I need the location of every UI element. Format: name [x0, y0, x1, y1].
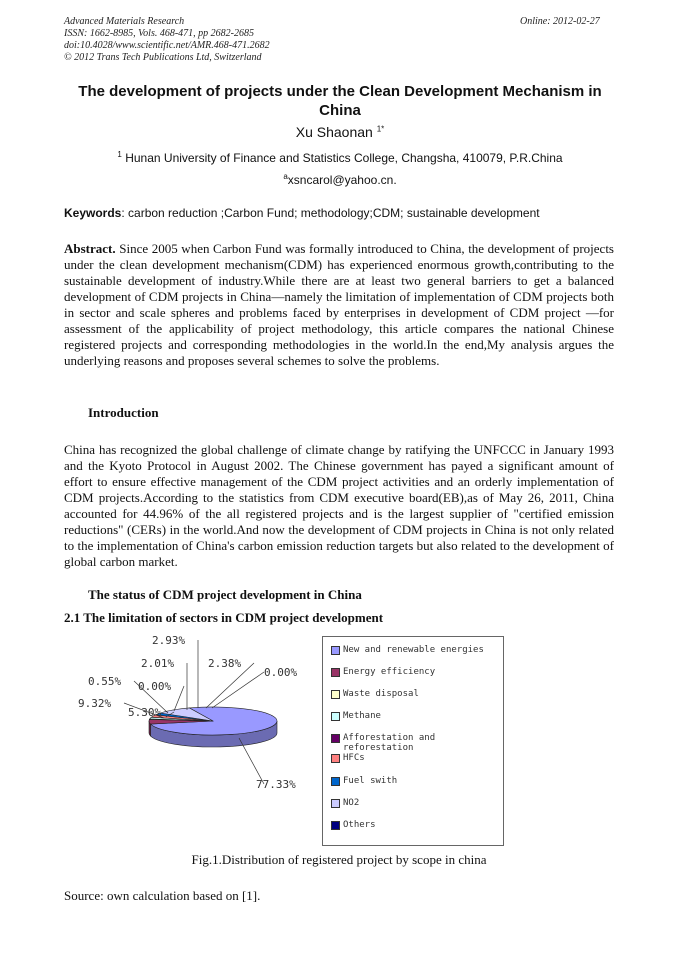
- legend-label-8: Others: [343, 820, 376, 830]
- source-note: Source: own calculation based on [1].: [64, 888, 261, 903]
- journal-name: Advanced Materials Research: [64, 16, 185, 27]
- online-date: Online: 2012-02-27: [520, 16, 600, 27]
- pie-label-8: 0.00%: [264, 666, 298, 679]
- affiliation-superscript: 1: [117, 150, 122, 159]
- status-heading: The status of CDM project development in China: [88, 587, 362, 602]
- author-name: Xu Shaonan: [295, 124, 373, 140]
- paper-title: The development of projects under the Clean Development Mechanism in China: [78, 83, 602, 119]
- copyright-line: © 2012 Trans Tech Publications Ltd, Switzerland: [64, 52, 262, 63]
- legend-label-0: New and renewable energies: [343, 645, 484, 655]
- legend-label-2: Waste disposal: [343, 689, 419, 699]
- abstract-text: Since 2005 when Carbon Fund was formally introduced to China, the development of projects under the clean development mechanism(CDM) has experienced enormous growth,contributing to the sustainable development of industry.While there are at least two general barriers to get a balanced development of CDM projects in China—namely the limitation of implementation of CDM projects both in sector and scale spheres and problems faced by enterprises in development of CDM project —for assessment of the applicability of project methodology, this article compares the national Chinese registered projects and corresponding methodologies in the world.In the end,My analysis argues the underlying reasons and proposes several schemes to solve the problems.: [64, 241, 614, 368]
- pie-label-1: 5.30%: [128, 706, 162, 719]
- pie-label-5: 2.93%: [152, 634, 186, 647]
- pie-label-6: 2.38%: [208, 657, 242, 670]
- pie-label-0: 77.33%: [256, 778, 296, 791]
- email-superscript: a: [283, 172, 288, 181]
- pie-chart: [64, 628, 314, 848]
- figure-caption: Fig.1.Distribution of registered project by scope in china: [191, 852, 487, 867]
- pie-leader-8: [212, 672, 264, 708]
- legend-swatch-1: [331, 668, 340, 677]
- pie-label-3: 2.01%: [141, 657, 175, 670]
- legend-swatch-3: [331, 712, 340, 721]
- pie-leader-4: [174, 686, 184, 711]
- legend-swatch-5: [331, 754, 340, 763]
- affiliation: [60, 150, 620, 165]
- email: [60, 172, 620, 187]
- keywords-label: Keywords: [64, 206, 122, 220]
- keywords: [64, 206, 620, 220]
- pie-label-2: 0.55%: [88, 675, 122, 688]
- legend-label-3: Methane: [343, 711, 381, 721]
- issn-line: ISSN: 1662-8985, Vols. 468-471, pp 2682-2685: [64, 28, 254, 39]
- legend-swatch-2: [331, 690, 340, 699]
- legend-swatch-7: [331, 799, 340, 808]
- legend-label-4: Afforestation and reforestation: [343, 733, 436, 753]
- author-superscript: 1*: [376, 124, 385, 134]
- legend-swatch-6: [331, 777, 340, 786]
- intro-heading: Introduction: [88, 405, 159, 420]
- keywords-text: : carbon reduction ;Carbon Fund; methodology;CDM; sustainable development: [121, 206, 540, 220]
- abstract: [64, 241, 614, 369]
- author: [60, 124, 620, 140]
- pie-label-4: 0.00%: [138, 680, 172, 693]
- legend-label-7: NO2: [343, 798, 360, 808]
- chart-legend: [322, 636, 504, 846]
- legend-swatch-0: [331, 646, 340, 655]
- affiliation-text: Hunan University of Finance and Statistics College, Changsha, 410079, P.R.China: [125, 151, 563, 165]
- legend-label-6: Fuel swith: [343, 776, 398, 786]
- pie-label-7: 9.32%: [78, 697, 112, 710]
- abstract-label: Abstract.: [64, 241, 116, 256]
- legend-swatch-8: [331, 821, 340, 830]
- legend-swatch-4: [331, 734, 340, 743]
- email-text: xsncarol@yahoo.cn.: [287, 173, 397, 187]
- legend-label-1: Energy efficiency: [343, 667, 436, 677]
- pie-chart-figure: [64, 628, 620, 848]
- doi-line: doi:10.4028/www.scientific.net/AMR.468-471.2682: [64, 40, 270, 51]
- intro-text: China has recognized the global challenge of climate change by ratifying the UNFCCC in January 1993 and the Kyoto Protocol in August 2002. The Chinese government has payed a significant amount of effort to ensure effective management of the CDM project activities and an orderly implementation of CDM projects.According to the statistics from CDM executive board(EB),as of May 26, 2011, China accounted for 44.96% of the all registered projects and is the largest supplier of "certified emission reductions" (CERs) in the world.And now the development of CDM projects in China is not only related to the implementation of China's carbon emission reduction targets but also related to the development of global carbon market.: [64, 442, 614, 569]
- section-heading: 2.1 The limitation of sectors in CDM project development: [64, 610, 384, 625]
- legend-label-5: HFCs: [343, 753, 365, 763]
